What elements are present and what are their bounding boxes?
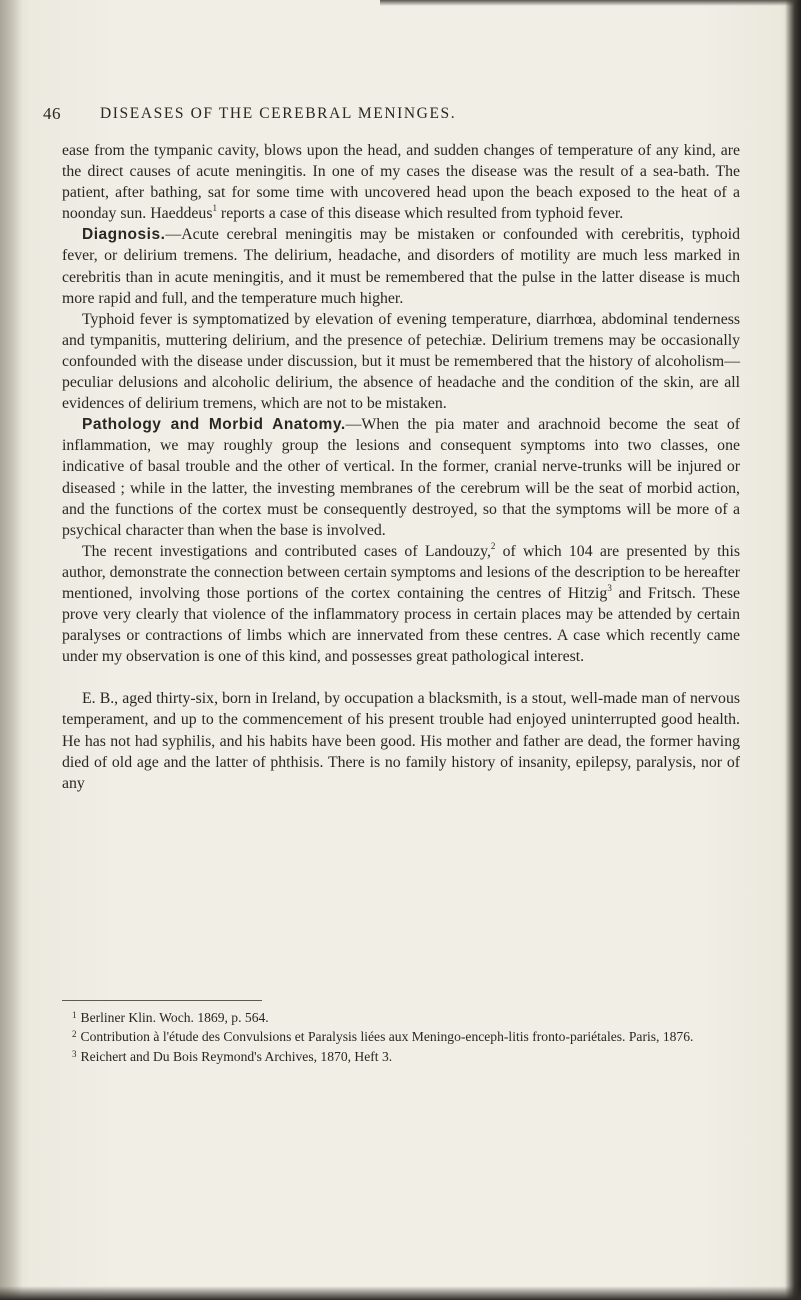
paragraph-case-report bbox=[62, 688, 740, 793]
paragraph-text: of which 104 are presented by this author, demonstrate the connection between certain symptoms and lesions of the description to be hereafter mentioned, involving those portions of the cortex containing the centres of Hitzig bbox=[62, 542, 740, 602]
paragraph-diagnosis bbox=[62, 224, 740, 308]
footnote-mark: 1 bbox=[72, 1010, 77, 1020]
paragraph-typhoid bbox=[62, 309, 740, 414]
page-header bbox=[43, 104, 743, 130]
paragraph-text: —Acute cerebral meningitis may be mistaken or confounded with cerebritis, typhoid fever, or delirium tremens. The delirium, headache, and disorders of motility are much less marked in cerebritis than in acute meningitis, and it must be remembered that the pulse in the latter disease is much more rapid and full, and the temperature much higher. bbox=[62, 226, 740, 307]
paragraph-landouzy bbox=[62, 541, 740, 668]
paragraph-text: reports a case of this disease which resulted from typhoid fever. bbox=[216, 205, 624, 223]
section-heading-diagnosis: Diagnosis. bbox=[82, 226, 166, 244]
paragraph-text: Typhoid fever is symptomatized by elevation of evening temperature, diarrhœa, abdominal tenderness and tympanitis, muttering delirium, and the presence of petechiæ. Delirium tremens may be occasionally confounded with the disease under discussion, but it must be remembered that the history of alcoholism—peculiar delusions and alcoholic delirium, the absence of headache and the condition of the skin, are all evidences of delirium tremens, which are not to be mistaken. bbox=[62, 310, 740, 413]
paragraph-causes bbox=[62, 140, 740, 224]
paragraph-text: —When the pia mater and arachnoid become the seat of inflammation, we may roughly group the lesions and consequent symptoms into two classes, one indicative of basal trouble and the other of vertical. In the former, cranial nerve-trunks will be injured or diseased ; while in the latter, the investing membranes of the cerebrum will be the seat of morbid action, and the functions of the cortex must be consequently destroyed, so that the symptoms will be more of a psychical character than when the base is involved. bbox=[62, 416, 740, 539]
paragraph-text: and Fritsch. These prove very clearly that violence of the inflammatory process in certain places may be attended by certain paralyses or contractions of limbs which are innervated from these centres. A case which recently came under my observation is one of this kind, and possesses great pathological interest. bbox=[62, 584, 740, 666]
paragraph-text: The recent investigations and contributed cases of Landouzy, bbox=[82, 542, 491, 560]
footnote-divider bbox=[62, 1000, 262, 1001]
footnotes bbox=[62, 1009, 740, 1067]
footnote-text: Berliner Klin. Woch. 1869, p. 564. bbox=[80, 1010, 269, 1025]
page-gutter-shadow bbox=[0, 0, 22, 1300]
footnote-1 bbox=[62, 1009, 740, 1028]
body-text bbox=[62, 140, 740, 794]
paragraph-text: E. B., aged thirty-six, born in Ireland, by occupation a blacksmith, is a stout, well-made man of nervous temperament, and up to the commencement of his present trouble had enjoyed uninterrupted good health. He has not had syphilis, and his habits have been good. His mother and father are dead, the former having died of old age and the latter of phthisis. There is no family history of insanity, epilepsy, paralysis, nor of any bbox=[62, 690, 740, 792]
top-edge-shadow bbox=[380, 0, 801, 6]
running-head: DISEASES OF THE CEREBRAL MENINGES. bbox=[100, 105, 457, 122]
paragraph-text: ease from the tympanic cavity, blows upon the head, and sudden changes of temperature of any kind, are the direct causes of acute meningitis. In one of my cases the disease was the result of a sea-bath. The patient, after bathing, sat for some time with uncovered head upon the beach exposed to the heat of a noonday sun. Haeddeus bbox=[62, 142, 740, 223]
page-bottom-edge bbox=[0, 1286, 801, 1300]
footnote-ref: 1 bbox=[212, 203, 217, 214]
footnote-ref: 3 bbox=[607, 582, 612, 593]
page-right-edge bbox=[785, 0, 801, 1300]
paragraph-pathology bbox=[62, 414, 740, 541]
footnote-ref: 2 bbox=[490, 540, 496, 551]
footnote-mark: 3 bbox=[72, 1048, 77, 1059]
footnote-2 bbox=[62, 1028, 740, 1047]
footnote-text: Contribution à l'étude des Convulsions et Paralysis liées aux Meningo-enceph-litis fronto-pariétales. Paris, 1876. bbox=[80, 1029, 694, 1045]
section-heading-pathology: Pathology and Morbid Anatomy. bbox=[82, 416, 346, 434]
footnote-text: Reichert and Du Bois Reymond's Archives, 1870, Heft 3. bbox=[80, 1048, 393, 1064]
footnote-3 bbox=[62, 1048, 740, 1067]
page-number: 46 bbox=[43, 104, 61, 123]
footnote-mark: 2 bbox=[72, 1029, 77, 1040]
